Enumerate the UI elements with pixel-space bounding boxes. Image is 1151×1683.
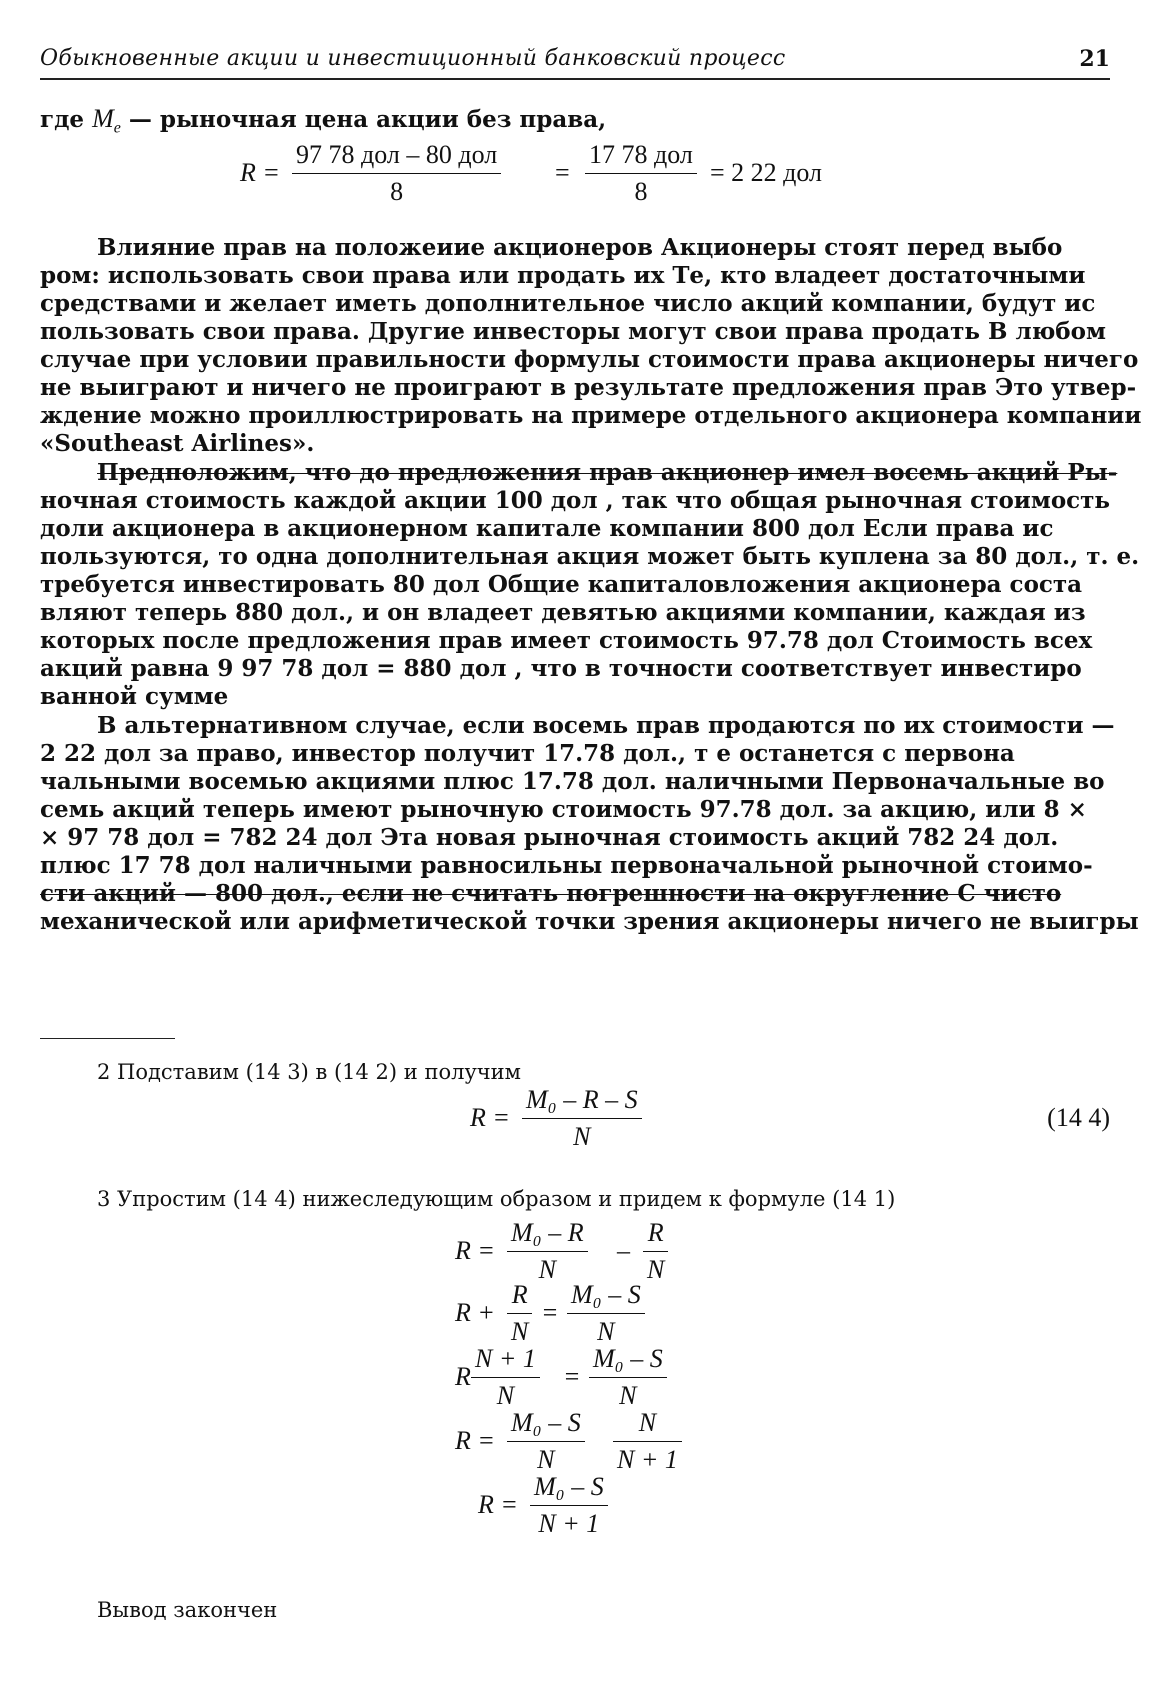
equation-label: (14 4)	[1047, 1103, 1110, 1132]
where-line	[40, 104, 606, 144]
where-suffix: — рыночная цена акции без права,	[120, 106, 607, 133]
eq144-lhs: R =	[470, 1103, 510, 1132]
step-fraction-b	[589, 1344, 667, 1411]
body-line: механической или арифметической точки зрения акционеры ничего не выигры	[40, 908, 1139, 935]
step-a-num: N + 1	[475, 1344, 536, 1373]
step-b-den: N	[643, 1251, 668, 1285]
step-a-den: N	[507, 1251, 588, 1285]
where-sub: e	[113, 119, 121, 137]
body-line: пользовать свои права. Другие инвесторы могут свои права продать В любом	[40, 318, 1106, 345]
body-line: вляют теперь 880 дол., и он владеет девятью акциями компании, каждая из	[40, 599, 1086, 626]
step-fraction-a	[507, 1218, 588, 1285]
step-op: =	[563, 1362, 581, 1391]
step-b-num: N	[638, 1408, 657, 1437]
step-lhs: R	[455, 1362, 471, 1391]
body-line: ночная стоимость каждой акции 100 дол , так что общая рыночная стоимость	[40, 487, 1111, 514]
body-line: 2 22 дол за право, инвестор получит 17.78 дол., т е останется с первона	[40, 740, 1015, 767]
body-line: × 97 78 дол = 782 24 дол Эта новая рыночная стоимость акций 782 24 дол.	[40, 824, 1059, 851]
body-line: доли акционера в акционерном капитале компании 800 дол Если права ис	[40, 515, 1054, 542]
eq1-rhs: = 2 22 дол	[710, 158, 823, 187]
body-line: ждение можно проиллюстрировать на примере отдельного акционера компании	[40, 402, 1142, 429]
body-line: ванной сумме	[40, 683, 229, 710]
step-a-den: N	[507, 1313, 532, 1347]
eq1-num2: 17 78 дол	[589, 140, 693, 169]
step-a-den: N	[471, 1377, 540, 1411]
body-line: В альтернативном случае, если восемь прав продаются по их стоимости —	[97, 712, 1115, 739]
body-line: акций равна 9 97 78 дол = 880 дол , что в точности соответствует инвестиро	[40, 655, 1082, 682]
step-a-den: N	[507, 1441, 585, 1475]
step-b-num: M₀ – S	[593, 1344, 663, 1373]
step-fraction-b	[643, 1218, 668, 1285]
derivation-step-1	[455, 1218, 755, 1288]
step-b-num: R	[647, 1218, 664, 1247]
derivation-step-2	[455, 1280, 755, 1350]
step-b-num: M₀ – S	[571, 1280, 641, 1309]
body-line: случае при условии правильности формулы стоимости права акционеры ничего	[40, 346, 1139, 373]
step-a-num: M₀ – S	[534, 1472, 604, 1501]
step-b-den: N	[567, 1313, 645, 1347]
step-fraction-b	[613, 1408, 682, 1475]
step-a-num: R	[511, 1280, 528, 1309]
body-line: не выиграют и ничего не проиграют в результате предложения прав Это утвер-	[40, 374, 1137, 401]
body-line: которых после предложения прав имеет стоимость 97.78 дол Стоимость всех	[40, 627, 1093, 654]
body-line: сти акций — 800 дол., если не считать погрешности на округление С чисто	[40, 880, 1062, 907]
running-title: Обыкновенные акции и инвестиционный банковский процесс	[40, 46, 786, 71]
step-fraction-a	[507, 1280, 532, 1347]
eq1-num1: 97 78 дол – 80 дол	[296, 140, 498, 169]
eq1-den2: 8	[585, 173, 697, 207]
eq1-fraction-1	[292, 140, 501, 207]
eq1-mid: =	[555, 158, 570, 187]
footnote-2: 2 Подставим (14 3) в (14 2) и получим	[97, 1060, 522, 1084]
step-op: =	[541, 1298, 559, 1327]
step-a-num: M₀ – R	[511, 1218, 584, 1247]
derivation-step-5	[478, 1472, 698, 1542]
step-fraction-a	[507, 1408, 585, 1475]
eq144-den: N	[522, 1118, 642, 1152]
body-line: Влияние прав на положеиие акционеров Акционеры стоят перед выбо	[97, 234, 1063, 261]
body-line: средствами и желает иметь дополнительное число акций компании, будут ис	[40, 290, 1096, 317]
step-lhs: R =	[478, 1490, 518, 1519]
eq144-fraction	[522, 1085, 642, 1152]
footnote-rule	[40, 1038, 175, 1039]
where-var: M	[92, 104, 114, 133]
equation-rights-value	[240, 140, 940, 210]
step-a-den: N + 1	[530, 1505, 608, 1539]
step-b-den: N + 1	[613, 1441, 682, 1475]
step-lhs: R =	[455, 1236, 495, 1265]
body-line: чальными восемью акциями плюс 17.78 дол. наличными Первоначальные во	[40, 768, 1105, 795]
step-lhs: R =	[455, 1426, 495, 1455]
step-fraction-a	[530, 1472, 608, 1539]
derivation-step-3	[455, 1344, 755, 1414]
eq144-num: M₀ – R – S	[526, 1085, 638, 1114]
body-line: требуется инвестировать 80 дол Общие капиталовложения акционера соста	[40, 571, 1083, 598]
eq1-fraction-2	[585, 140, 697, 207]
body-line: Предположим, что до предложения прав акционер имел восемь акций Ры-	[97, 459, 1118, 486]
step-fraction-b	[567, 1280, 645, 1347]
body-line: пользуются, то одна дополнительная акция может быть куплена за 80 дол., т. е.	[40, 543, 1140, 570]
page-number: 21	[1079, 46, 1110, 72]
footnote-3: 3 Упростим (14 4) нижеследующим образом и придем к формуле (14 1)	[97, 1187, 896, 1211]
body-line: плюс 17 78 дол наличными равносильны первоначальной рыночной стоимо-	[40, 852, 1093, 879]
derivation-step-4	[455, 1408, 755, 1478]
body-line: семь акций теперь имеют рыночную стоимость 97.78 дол. за акцию, или 8 ×	[40, 796, 1087, 823]
running-header	[40, 44, 1110, 80]
step-b-den: N	[589, 1377, 667, 1411]
body-line: ром: использовать свои права или продать их Те, кто владеет достаточными	[40, 262, 1086, 289]
eq1-den1: 8	[292, 173, 501, 207]
proof-end: Вывод закончен	[97, 1598, 278, 1622]
eq1-lhs: R =	[240, 158, 280, 187]
step-lhs: R +	[455, 1298, 495, 1327]
step-op: –	[617, 1236, 630, 1265]
body-line: «Southeast Airlines».	[40, 430, 315, 457]
step-fraction-a	[471, 1344, 540, 1411]
where-prefix: где	[40, 106, 93, 133]
step-a-num: M₀ – S	[511, 1408, 581, 1437]
equation-14-4	[470, 1085, 1110, 1155]
